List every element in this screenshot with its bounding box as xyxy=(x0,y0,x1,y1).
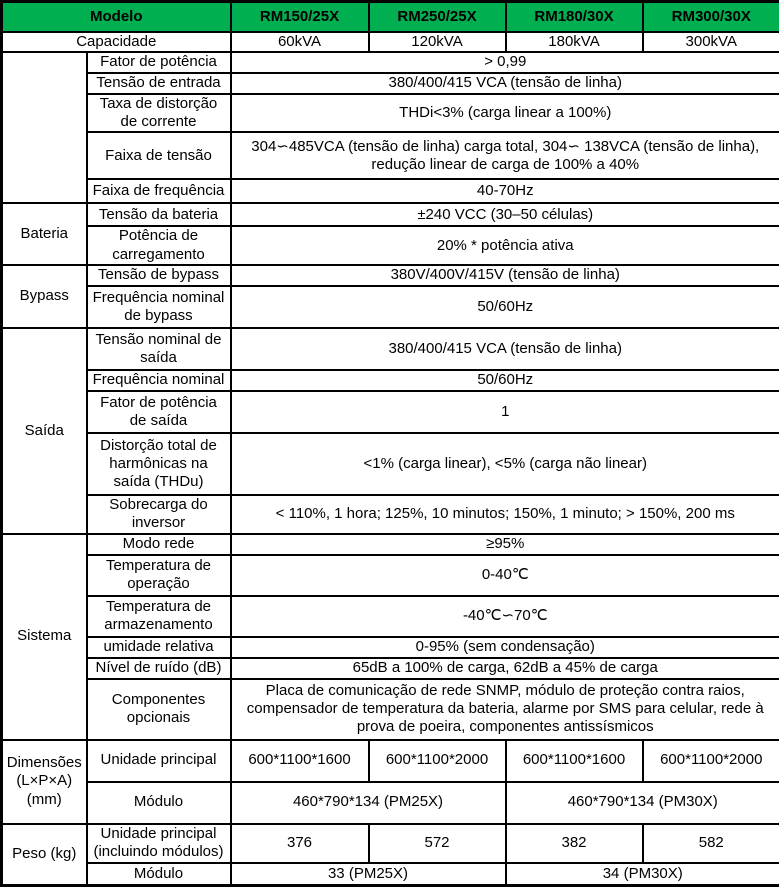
spec-value-cell: 20% * potência ativa xyxy=(231,226,779,265)
spec-value-cell: 572 xyxy=(369,824,506,863)
spec-value-cell: 600*1100*2000 xyxy=(643,740,779,782)
spec-label-cell: Frequência nominal de bypass xyxy=(87,286,231,328)
spec-row xyxy=(2,286,779,328)
section-category-cell-dimensoes: Dimensões (L×P×A) (mm) xyxy=(2,740,87,824)
spec-value-cell: 380V/400V/415V (tensão de linha) xyxy=(231,265,779,286)
section-category-cell-bypass: Bypass xyxy=(2,265,87,328)
spec-label-cell: Módulo xyxy=(87,863,231,886)
spec-row xyxy=(2,658,779,679)
spec-value-cell: <1% (carga linear), <5% (carga não linear) xyxy=(231,433,779,495)
spec-value-cell: Placa de comunicação de rede SNMP, módulo de proteção contra raios, compensador de temperatura da bateria, alarme por SMS para celular, rede à prova de poeira, componentes antissísmicos xyxy=(231,679,779,740)
model-header-cell: Modelo xyxy=(2,2,231,32)
spec-value-cell: 34 (PM30X) xyxy=(506,863,779,886)
spec-row xyxy=(2,863,779,886)
spec-row xyxy=(2,433,779,495)
spec-value-cell: THDi<3% (carga linear a 100%) xyxy=(231,94,779,133)
spec-row xyxy=(2,370,779,391)
spec-value-cell: 600*1100*1600 xyxy=(506,740,643,782)
spec-value-cell: 1 xyxy=(231,391,779,433)
spec-value-cell: 376 xyxy=(231,824,369,863)
spec-value-cell: 33 (PM25X) xyxy=(231,863,506,886)
spec-value-cell: 304∽485VCA (tensão de linha) carga total, 304∽ 138VCA (tensão de linha), redução linear de carga de 100% a 40% xyxy=(231,132,779,179)
spec-row xyxy=(2,555,779,596)
capacity-value-cell: 180kVA xyxy=(506,32,643,52)
spec-value-cell: > 0,99 xyxy=(231,52,779,73)
section-category-cell-peso: Peso (kg) xyxy=(2,824,87,886)
model-name-cell: RM150/25X xyxy=(231,2,369,32)
model-name-cell: RM300/30X xyxy=(643,2,779,32)
spec-label-cell: Sobrecarga do inversor xyxy=(87,495,231,534)
spec-label-cell: Fator de potência xyxy=(87,52,231,73)
spec-row xyxy=(2,740,779,782)
spec-label-cell: Nível de ruído (dB) xyxy=(87,658,231,679)
spec-row xyxy=(2,179,779,203)
spec-row xyxy=(2,596,779,637)
spec-label-cell: Temperatura de armazenamento xyxy=(87,596,231,637)
spec-row xyxy=(2,534,779,555)
capacity-value-cell: 300kVA xyxy=(643,32,779,52)
spec-value-cell: 50/60Hz xyxy=(231,370,779,391)
model-name-cell: RM250/25X xyxy=(369,2,506,32)
spec-label-cell: Tensão de bypass xyxy=(87,265,231,286)
spec-label-cell: Potência de carregamento xyxy=(87,226,231,265)
section-category-cell-sistema: Sistema xyxy=(2,534,87,740)
spec-label-cell: Faixa de tensão xyxy=(87,132,231,179)
spec-row xyxy=(2,782,779,824)
spec-value-cell: 380/400/415 VCA (tensão de linha) xyxy=(231,328,779,370)
spec-value-cell: 600*1100*1600 xyxy=(231,740,369,782)
spec-label-cell: Tensão de entrada xyxy=(87,73,231,94)
spec-value-cell: 460*790*134 (PM30X) xyxy=(506,782,779,824)
spec-value-cell: 40-70Hz xyxy=(231,179,779,203)
spec-value-cell: 582 xyxy=(643,824,779,863)
spec-label-cell: Tensão nominal de saída xyxy=(87,328,231,370)
spec-value-cell: 380/400/415 VCA (tensão de linha) xyxy=(231,73,779,94)
spec-label-cell: Unidade principal xyxy=(87,740,231,782)
spec-label-cell: Componentes opcionais xyxy=(87,679,231,740)
spec-row xyxy=(2,265,779,286)
spec-row xyxy=(2,328,779,370)
spec-label-cell: Temperatura de operação xyxy=(87,555,231,596)
spec-row xyxy=(2,94,779,133)
spec-label-cell: umidade relativa xyxy=(87,637,231,658)
header-row xyxy=(2,2,779,32)
section-category-cell-saida: Saída xyxy=(2,328,87,534)
spec-value-cell: 382 xyxy=(506,824,643,863)
spec-label-cell: Frequência nominal xyxy=(87,370,231,391)
spec-row xyxy=(2,203,779,226)
spec-value-cell: 50/60Hz xyxy=(231,286,779,328)
spec-row xyxy=(2,495,779,534)
spec-label-cell: Distorção total de harmônicas na saída (THDu) xyxy=(87,433,231,495)
spec-label-cell: Fator de potência de saída xyxy=(87,391,231,433)
spec-row xyxy=(2,132,779,179)
spec-value-cell: < 110%, 1 hora; 125%, 10 minutos; 150%, 1 minuto; > 150%, 200 ms xyxy=(231,495,779,534)
spec-value-cell: ±240 VCC (30–50 células) xyxy=(231,203,779,226)
spec-row xyxy=(2,637,779,658)
spec-value-cell: 0-40℃ xyxy=(231,555,779,596)
spec-label-cell: Taxa de distorção de corrente xyxy=(87,94,231,133)
spec-row xyxy=(2,52,779,73)
spec-label-cell: Faixa de frequência xyxy=(87,179,231,203)
spec-label-cell: Tensão da bateria xyxy=(87,203,231,226)
section-category-cell-input xyxy=(2,52,87,204)
spec-value-cell: 460*790*134 (PM25X) xyxy=(231,782,506,824)
spec-row xyxy=(2,679,779,740)
spec-row xyxy=(2,391,779,433)
capacity-value-cell: 120kVA xyxy=(369,32,506,52)
spec-label-cell: Modo rede xyxy=(87,534,231,555)
model-name-cell: RM180/30X xyxy=(506,2,643,32)
spec-label-cell: Módulo xyxy=(87,782,231,824)
section-category-cell-bateria: Bateria xyxy=(2,203,87,265)
spec-label-cell: Unidade principal (incluindo módulos) xyxy=(87,824,231,863)
spec-value-cell: -40℃∽70℃ xyxy=(231,596,779,637)
spec-value-cell: 65dB a 100% de carga, 62dB a 45% de carga xyxy=(231,658,779,679)
spec-value-cell: 600*1100*2000 xyxy=(369,740,506,782)
spec-row xyxy=(2,824,779,863)
spec-value-cell: ≥95% xyxy=(231,534,779,555)
capacity-label-cell: Capacidade xyxy=(2,32,231,52)
capacity-value-cell: 60kVA xyxy=(231,32,369,52)
spec-row xyxy=(2,73,779,94)
capacity-row xyxy=(2,32,779,52)
spec-row xyxy=(2,226,779,265)
spec-value-cell: 0-95% (sem condensação) xyxy=(231,637,779,658)
